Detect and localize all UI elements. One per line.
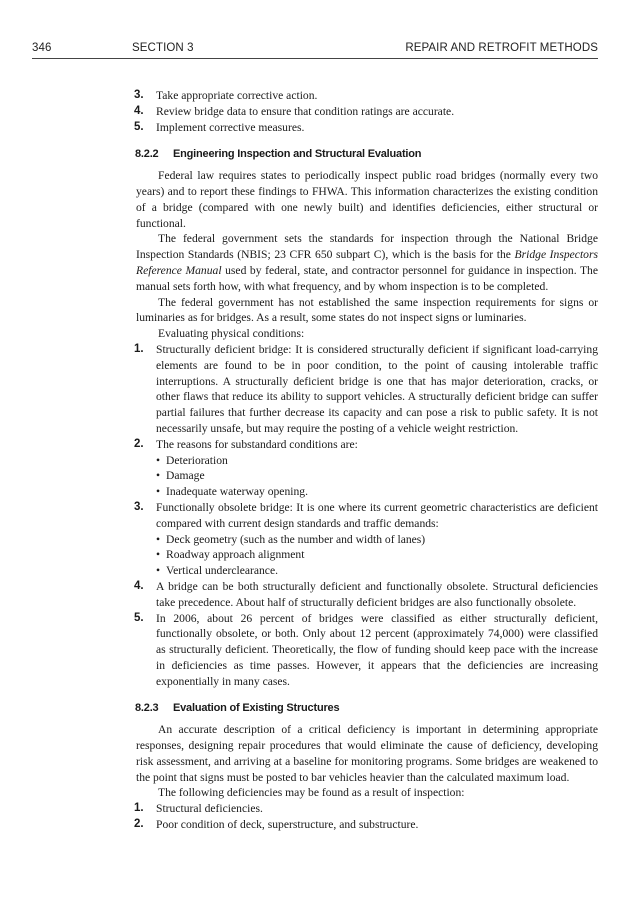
list-item xyxy=(136,120,598,136)
list-item xyxy=(136,500,598,532)
list-number: 3. xyxy=(134,89,144,101)
list-number: 3. xyxy=(134,500,144,513)
section-label: SECTION 3 xyxy=(132,42,194,54)
paragraph-text: The federal government sets the standards for inspection through the National Bridge Inspection Standards (NBIS; 23 CFR 650 subpart C), which is the basis for the xyxy=(136,232,598,262)
list-item xyxy=(136,801,598,817)
list-item xyxy=(136,437,598,453)
list-number: 1. xyxy=(134,342,144,355)
list-text: In 2006, about 26 percent of bridges were classified as either structurally deficient, functionally obsolete, or both. Only about 12 percent (approximately 74,000) were classified as structurally deficient. Theoretically, the flow of funding should keep pace with the increase in deficiencies as time passes. However, it appears that the deficiencies are increasing exponentially in many cases. xyxy=(156,611,598,688)
bullet-icon: • xyxy=(156,453,161,467)
paragraph: Evaluating physical conditions: xyxy=(158,327,305,341)
list-item xyxy=(136,104,598,120)
bullet-icon: • xyxy=(156,485,161,499)
bullet-item xyxy=(136,453,598,469)
list-item xyxy=(136,579,598,611)
list-text: The reasons for substandard conditions are: xyxy=(156,437,358,451)
bullet-text: Deterioration xyxy=(166,453,228,467)
section-number: 8.2.3 xyxy=(135,702,159,715)
bullet-text: Vertical underclearance. xyxy=(166,564,278,578)
list-number: 4. xyxy=(134,104,144,117)
list-text: Take appropriate corrective action. xyxy=(156,89,318,102)
list-text: Review bridge data to ensure that condition ratings are accurate. xyxy=(156,104,455,118)
bullet-text: Roadway approach alignment xyxy=(166,548,305,562)
list-number: 5. xyxy=(134,611,144,624)
list-item xyxy=(136,88,598,104)
list-number: 4. xyxy=(134,579,144,592)
paragraph: Federal law requires states to periodically inspect public road bridges (normally every two years) and to report these findings to FHWA. This information characterizes the existing condition of a bridge (compared with one newly built) and identifies deficiencies, either structural or functional. xyxy=(136,169,598,230)
bullet-icon: • xyxy=(156,548,161,562)
body-text xyxy=(136,88,598,833)
bullet-item xyxy=(136,468,598,484)
paragraph-text: used by federal, state, and contractor personnel for guidance in inspection. The manual sets forth how, with what frequency, and by whom inspection is to be completed. xyxy=(136,263,598,293)
bullet-item xyxy=(136,563,598,579)
section-number: 8.2.2 xyxy=(135,148,159,161)
page-number: 346 xyxy=(32,42,52,54)
list-text: Poor condition of deck, superstructure, and substructure. xyxy=(156,818,419,832)
section-heading-8-2-3 xyxy=(135,701,598,717)
paragraph: The following deficiencies may be found as a result of inspection: xyxy=(158,786,465,800)
list-text: Implement corrective measures. xyxy=(156,120,305,134)
list-number: 2. xyxy=(134,437,144,450)
list-text: A bridge can be both structurally deficient and functionally obsolete. Structural deficiencies take precedence. About half of structurally deficient bridges are also functionally obsolete. xyxy=(156,579,598,609)
list-text: Structural deficiencies. xyxy=(156,802,263,816)
bullet-icon: • xyxy=(156,469,161,483)
running-title: REPAIR AND RETROFIT METHODS xyxy=(405,42,598,54)
list-text: Structurally deficient bridge: It is considered structurally deficient if significant load-carrying elements are found to be in poor condition, to the point of causing intolerable traffic interruptions. A structurally deficient bridge is one that has major deterioration, cracks, or other flaws that reduce its ability to support vehicles. A structurally deficient bridge can suffer partial failures that further decrease its capacity and can pose a risk to public safety. It is not necessarily unsafe, but may require the posting of a vehicle weight restriction. xyxy=(156,342,598,435)
bullet-text: Deck geometry (such as the number and width of lanes) xyxy=(166,532,426,546)
list-number: 2. xyxy=(134,818,144,831)
list-item xyxy=(136,611,598,690)
section-heading-8-2-2 xyxy=(135,147,598,163)
bullet-text: Inadequate waterway opening. xyxy=(166,485,308,499)
list-text: Functionally obsolete bridge: It is one where its current geometric characteristics are deficient compared with current design standards and traffic demands: xyxy=(156,500,598,530)
list-number: 5. xyxy=(134,120,144,133)
paragraph: An accurate description of a critical deficiency is important in determining appropriate responses, designing repair procedures that would eliminate the cause of deficiency, developing risk assessment, and arriving at a baseline for monitoring programs. Some bridges are weakened to the point that signs must be posted to bar vehicles heavier than the calculated maximum load. xyxy=(136,723,598,784)
list-number: 1. xyxy=(134,802,144,815)
bullet-icon: • xyxy=(156,564,161,578)
bullet-item xyxy=(136,484,598,500)
manual-title: Bridge Inspectors Reference Manual xyxy=(136,248,598,277)
section-title: Engineering Inspection and Structural Evaluation xyxy=(173,148,422,161)
bullet-text: Damage xyxy=(166,469,205,483)
section-title: Evaluation of Existing Structures xyxy=(173,702,340,715)
paragraph xyxy=(136,231,598,294)
list-item xyxy=(136,342,598,437)
paragraph: The federal government has not established the same inspection requirements for signs or luminaries as for bridges. As a result, some states do not inspect signs or luminaries. xyxy=(136,295,598,325)
running-header xyxy=(32,40,598,59)
bullet-icon: • xyxy=(156,532,161,546)
bullet-item xyxy=(136,547,598,563)
list-item xyxy=(136,817,598,833)
bullet-item xyxy=(136,532,598,548)
